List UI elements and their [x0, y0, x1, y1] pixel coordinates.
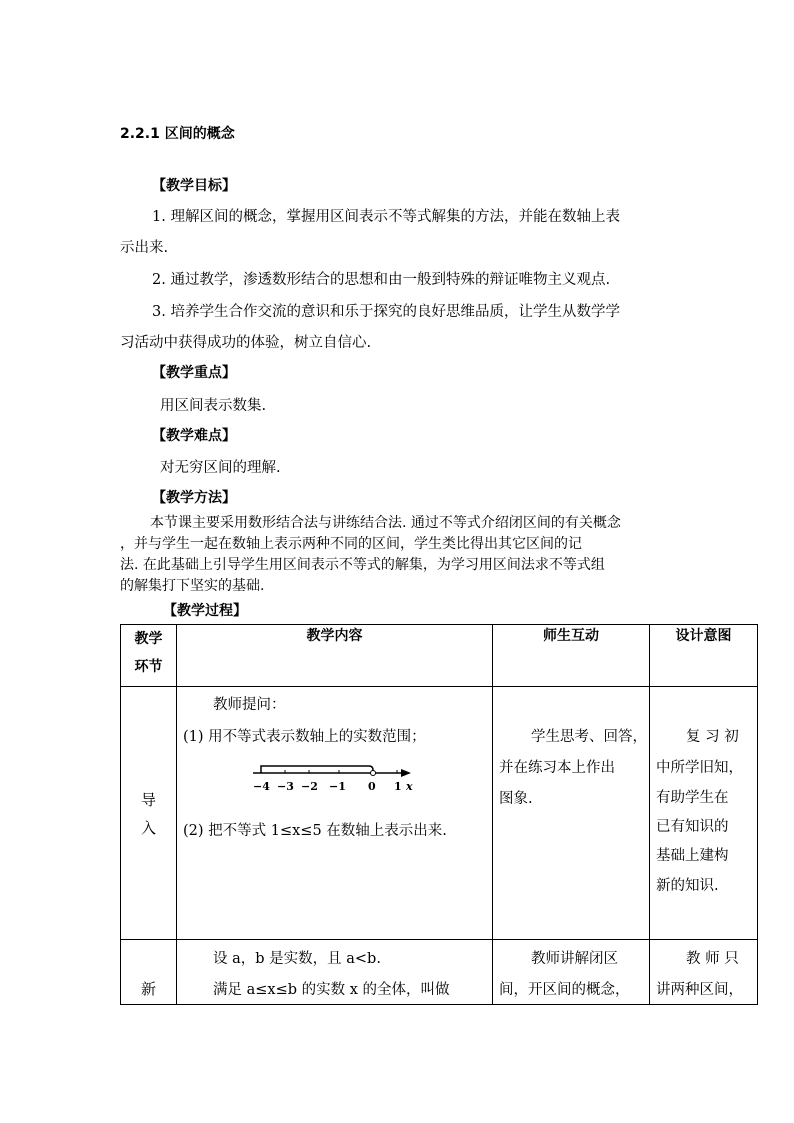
row1-interaction-line-2: 并在练习本上作出 [499, 760, 615, 776]
number-line-figure [249, 759, 419, 795]
label-minus-1: −1 [329, 780, 346, 793]
row2-content-cell [177, 940, 493, 1005]
row2-content-line-2: 满足 a≤x≤b 的实数 x 的全体，叫做 [213, 982, 450, 998]
header-stage [121, 625, 177, 687]
teaching-process-table [120, 624, 758, 1005]
objectives-heading: 【教学目标】 [152, 178, 236, 194]
label-0: 0 [368, 780, 376, 793]
header-intent: 设计意图 [650, 625, 758, 687]
objective-1-line-1: 1. 理解区间的概念，掌握用区间表示不等式解集的方法，并能在数轴上表 [152, 209, 620, 225]
row1-interaction-line-3: 图象. [499, 791, 533, 807]
objective-2: 2. 通过教学，渗透数形结合的思想和由一般到特殊的辩证唯物主义观点. [152, 272, 611, 288]
row1-content-cell [177, 687, 493, 940]
label-minus-3: −3 [277, 780, 294, 793]
row2-stage-cell [121, 940, 177, 1005]
row1-intent-line-2: 中所学旧知， [656, 760, 743, 776]
method-heading: 【教学方法】 [152, 490, 236, 506]
row1-content-line-3: (2) 把不等式 1≤x≤5 在数轴上表示出来. [183, 823, 447, 839]
method-line-2: ，并与学生一起在数轴上表示两种不同的区间，学生类比得出其它区间的记 [120, 536, 582, 552]
number-line-range-bracket [261, 766, 373, 773]
row2-intent-line-2: 讲两种区间， [656, 982, 743, 998]
row1-stage-char-1: 导 [141, 791, 157, 809]
row2-intent-line-1: 教 师 只 [686, 951, 739, 967]
row1-intent-line-4: 已有知识的 [656, 819, 729, 835]
row2-content-line-1: 设 a，b 是实数，且 a<b. [213, 951, 381, 967]
row1-stage-char-2: 入 [141, 819, 157, 837]
difficult-points-text: 对无穷区间的理解. [160, 460, 281, 476]
label-1: 1 [394, 780, 402, 793]
method-line-3: 法. 在此基础上引导学生用区间表示不等式的解集，为学习用区间法求不等式组 [120, 557, 605, 573]
row1-intent-line-5: 基础上建构 [656, 848, 729, 864]
method-line-4: 的解集打下坚实的基础. [120, 578, 265, 594]
row1-intent-line-6: 新的知识. [656, 878, 719, 894]
row2-interaction-cell [493, 940, 650, 1005]
page-title: 2.2.1 区间的概念 [120, 126, 235, 142]
row1-content-line-1: 教师提问： [213, 697, 286, 713]
label-x: x [406, 780, 413, 793]
row1-intent-line-1: 复 习 初 [686, 729, 739, 745]
header-stage-line-1: 教学 [134, 631, 163, 647]
row1-content-line-2: (1) 用不等式表示数轴上的实数范围； [183, 729, 426, 745]
row2-stage-char-1: 新 [141, 980, 157, 998]
row1-interaction-cell [493, 687, 650, 940]
row1-intent-line-3: 有助学生在 [656, 790, 729, 806]
process-heading: 【教学过程】 [163, 603, 247, 619]
objective-3-line-2: 习活动中获得成功的体验，树立自信心. [120, 335, 372, 351]
label-minus-4: −4 [253, 780, 270, 793]
table-row [121, 940, 758, 1005]
objective-3-line-1: 3. 培养学生合作交流的意识和乐于探究的良好思维品质，让学生从数学学 [152, 304, 620, 320]
header-stage-line-2: 环节 [134, 659, 163, 675]
key-points-heading: 【教学重点】 [152, 365, 236, 381]
row1-interaction-line-1: 学生思考、回答， [531, 729, 647, 745]
objective-1-line-2: 示出来. [120, 240, 169, 256]
difficult-points-heading: 【教学难点】 [152, 428, 236, 444]
label-minus-2: −2 [301, 780, 318, 793]
row2-interaction-line-2: 间，开区间的概念， [499, 982, 630, 998]
row2-interaction-line-1: 教师讲解闭区 [531, 951, 618, 967]
table-header-row [121, 625, 758, 687]
header-content: 教学内容 [177, 625, 493, 687]
header-interaction: 师生互动 [493, 625, 650, 687]
row1-stage-cell [121, 687, 177, 940]
number-line-open-endpoint [371, 771, 376, 776]
number-line-arrow [401, 769, 411, 777]
method-line-1: 本节课主要采用数形结合法与讲练结合法. 通过不等式介绍闭区间的有关概念 [150, 515, 621, 531]
row2-intent-cell [650, 940, 758, 1005]
row1-intent-cell [650, 687, 758, 940]
table-row [121, 687, 758, 940]
key-points-text: 用区间表示数集. [160, 398, 267, 414]
